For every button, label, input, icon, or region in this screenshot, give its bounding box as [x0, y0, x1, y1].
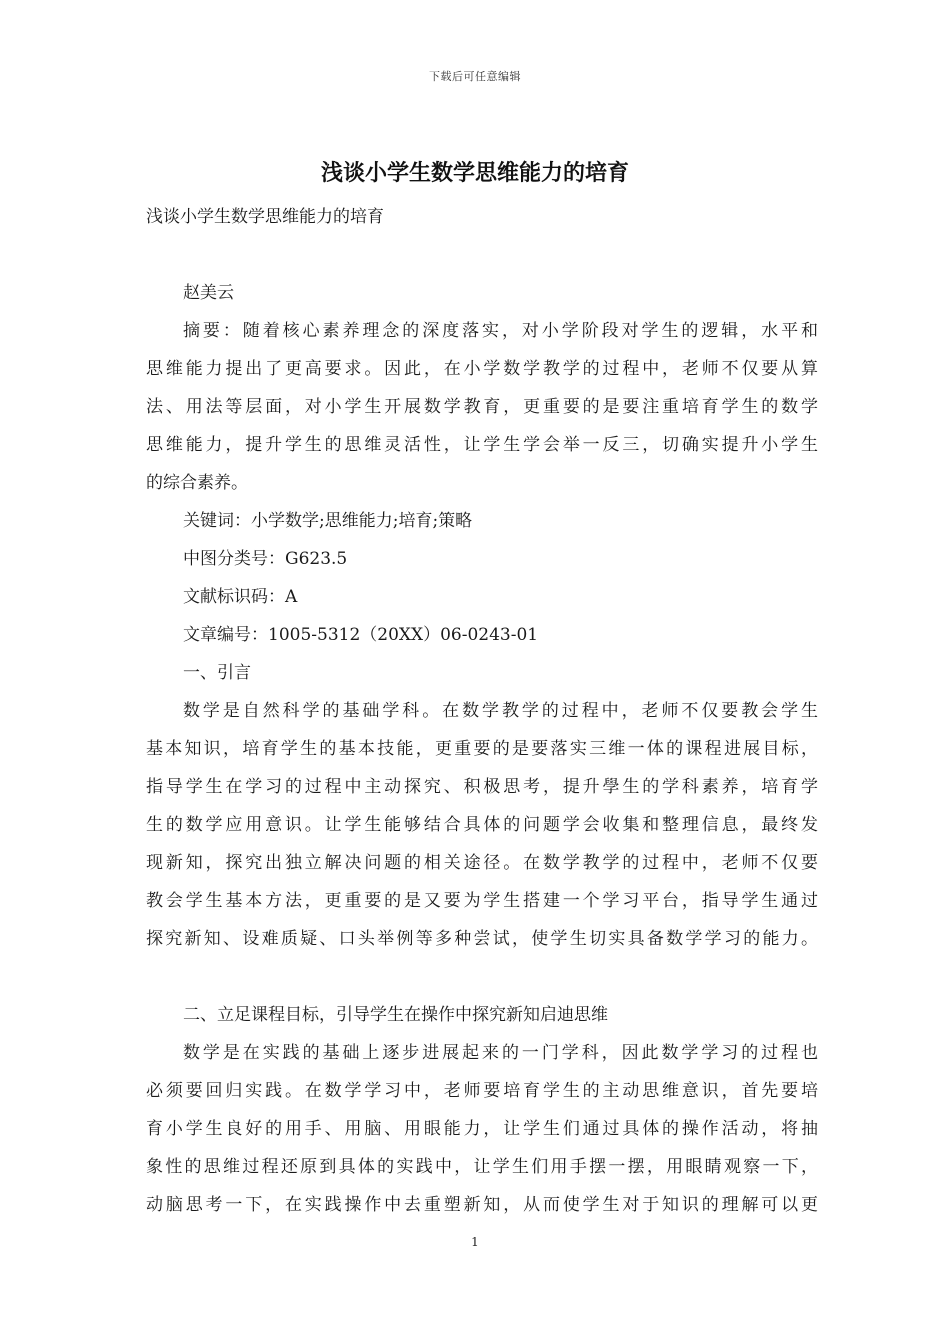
document-title: 浅谈小学生数学思维能力的培育	[320, 160, 629, 186]
abstract-line: 思维能力提出了更高要求。因此，在小学数学教学的过程中，老师不仅要从算	[146, 359, 818, 379]
section1-heading: 一、引言	[183, 663, 251, 683]
keywords-line: 关键词：小学数学;思维能力;培育;策略	[183, 511, 473, 531]
section2-line: 必须要回归实践。在数学学习中，老师要培育学生的主动思维意识，首先要培	[146, 1081, 818, 1101]
section1-line: 基本知识，培育学生的基本技能，更重要的是要落实三维一体的课程进展目标，	[146, 739, 818, 759]
abstract-line: 思维能力，提升学生的思维灵活性，让学生学会举一反三，切确实提升小学生	[146, 435, 818, 455]
section1-line: 指导学生在学习的过程中主动探究、积极思考，提升學生的学科素养，培育学	[146, 777, 818, 797]
document-subtitle: 浅谈小学生数学思维能力的培育	[146, 207, 384, 227]
section2-line: 象性的思维过程还原到具体的实践中，让学生们用手摆一摆，用眼睛观察一下，	[146, 1157, 818, 1177]
abstract-line: 摘要：随着核心素养理念的深度落实，对小学阶段对学生的逻辑，水平和	[183, 321, 818, 341]
section1-line: 教会学生基本方法，更重要的是又要为学生搭建一个学习平台，指导学生通过	[146, 891, 818, 911]
blank-line	[146, 236, 818, 274]
abstract-line: 法、用法等层面，对小学生开展数学教育，更重要的是要注重培育学生的数学	[146, 397, 818, 417]
document-body	[146, 198, 818, 1224]
article-number-line: 文章编号：1005-5312（20XX）06-0243-01	[183, 625, 539, 645]
section1-line: 数学是自然科学的基础学科。在数学教学的过程中，老师不仅要教会学生	[183, 701, 818, 721]
section2-line: 动脑思考一下，在实践操作中去重塑新知，从而使学生对于知识的理解可以更	[146, 1195, 818, 1215]
section1-line: 现新知，探究出独立解决问题的相关途径。在数学教学的过程中，老师不仅要	[146, 853, 818, 873]
section2-line: 育小学生良好的用手、用脑、用眼能力，让学生们通过具体的操作活动，将抽	[146, 1119, 818, 1139]
page-header-note: 下载后可任意编辑	[429, 70, 521, 83]
section1-line: 生的数学应用意识。让学生能够结合具体的问题学会收集和整理信息，最终发	[146, 815, 818, 835]
author-name: 赵美云	[183, 283, 234, 303]
classification-line: 中图分类号：G623.5	[183, 549, 348, 569]
page-number: 1	[471, 1235, 479, 1249]
section2-line: 数学是在实践的基础上逐步进展起来的一门学科，因此数学学习的过程也	[183, 1043, 818, 1063]
section2-heading: 二、立足课程目标，引导学生在操作中探究新知启迪思维	[183, 1005, 608, 1025]
blank-line	[146, 958, 818, 996]
section1-line: 探究新知、设难质疑、口头举例等多种尝试，使学生切实具备数学学习的能力。	[146, 929, 818, 949]
abstract-line: 的综合素养。	[146, 473, 248, 493]
doc-code-line: 文献标识码：A	[183, 587, 298, 607]
